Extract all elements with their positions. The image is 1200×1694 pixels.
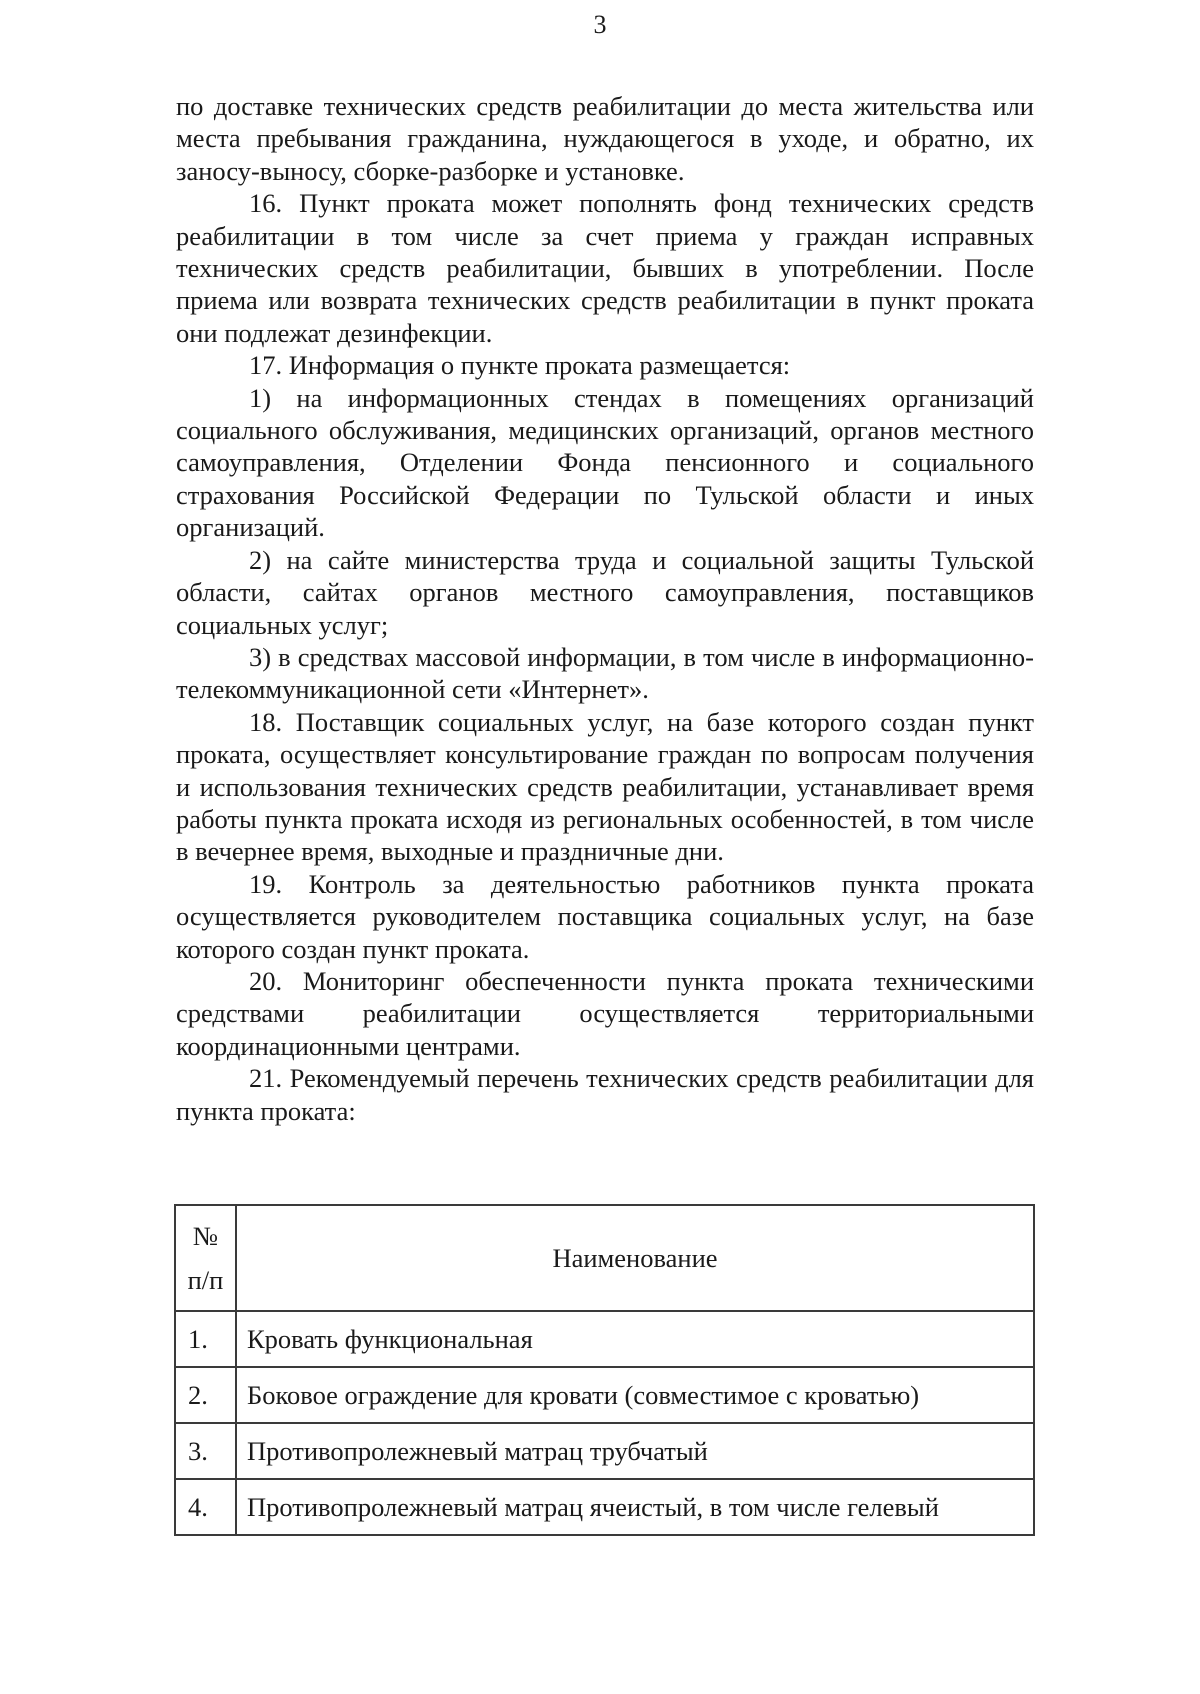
paragraph-21: 21. Рекомендуемый перечень технических средств реабилитации для пункта проката:: [176, 1063, 1034, 1126]
paragraph-19: 19. Контроль за деятельностью работников пункта проката осуществляется руководителем поставщика социальных услуг, на базе которого создан пункт проката.: [176, 868, 1034, 964]
row-name: Боковое ограждение для кровати (совместимое с кроватью): [236, 1367, 1034, 1423]
table-row: [175, 1479, 1034, 1535]
paragraph-17-item-1: 1) на информационных стендах в помещениях организаций социального обслуживания, медицинских организаций, органов местного самоуправления, Отделении Фонда пенсионного и социального страхования Российской Федерации по Тульской области и иных организаций.: [176, 382, 1034, 543]
table-header-row: [175, 1205, 1034, 1311]
paragraph-17-item-3: 3) в средствах массовой информации, в том числе в информационно-телекоммуникационной сети «Интернет».: [176, 641, 1034, 705]
header-name-cell: Наименование: [236, 1205, 1034, 1311]
row-number: 3.: [175, 1423, 236, 1479]
row-name: Кровать функциональная: [236, 1311, 1034, 1367]
page-number: 3: [593, 10, 607, 39]
row-number: 1.: [175, 1311, 236, 1367]
paragraph-18: 18. Поставщик социальных услуг, на базе которого создан пункт проката, осуществляет консультирование граждан по вопросам получения и использования технических средств реабилитации, устанавливает время работы пункта проката исходя из региональных особенностей, в том числе в вечернее время, выходные и праздничные дни.: [176, 706, 1034, 867]
paragraph-17: 17. Информация о пункте проката размещается:: [249, 350, 791, 381]
row-name: Противопролежневый матрац ячеистый, в том числе гелевый: [236, 1479, 1034, 1535]
paragraph-16: 16. Пункт проката может пополнять фонд технических средств реабилитации в том числе за счет приема у граждан исправных технических средств реабилитации, бывших в употреблении. После приема или возврата технических средств реабилитации в пункт проката они подлежат дезинфекции.: [176, 188, 1034, 348]
document-body: [176, 90, 1034, 1127]
equipment-table: [174, 1204, 1035, 1536]
table-row: [175, 1423, 1034, 1479]
paragraph-17-item-2: 2) на сайте министерства труда и социальной защиты Тульской области, сайтах органов местного самоуправления, поставщиков социальных услуг;: [176, 544, 1034, 640]
table-row: [175, 1367, 1034, 1423]
paragraph-20: 20. Мониторинг обеспеченности пункта проката техническими средствами реабилитации осуществляется территориальными координационными центрами.: [176, 965, 1034, 1061]
table-row: [175, 1311, 1034, 1367]
row-number: 2.: [175, 1367, 236, 1423]
row-number: 4.: [175, 1479, 236, 1535]
row-name: Противопролежневый матрац трубчатый: [236, 1423, 1034, 1479]
paragraph-continuation: по доставке технических средств реабилитации до места жительства или места пребывания гражданина, нуждающегося в уходе, и обратно, их заносу-выносу, сборке-разборке и установке.: [176, 91, 1034, 186]
header-number-cell: [175, 1205, 236, 1311]
header-number-symbol: №: [192, 1221, 219, 1251]
header-number-abbrev: п/п: [187, 1265, 224, 1295]
